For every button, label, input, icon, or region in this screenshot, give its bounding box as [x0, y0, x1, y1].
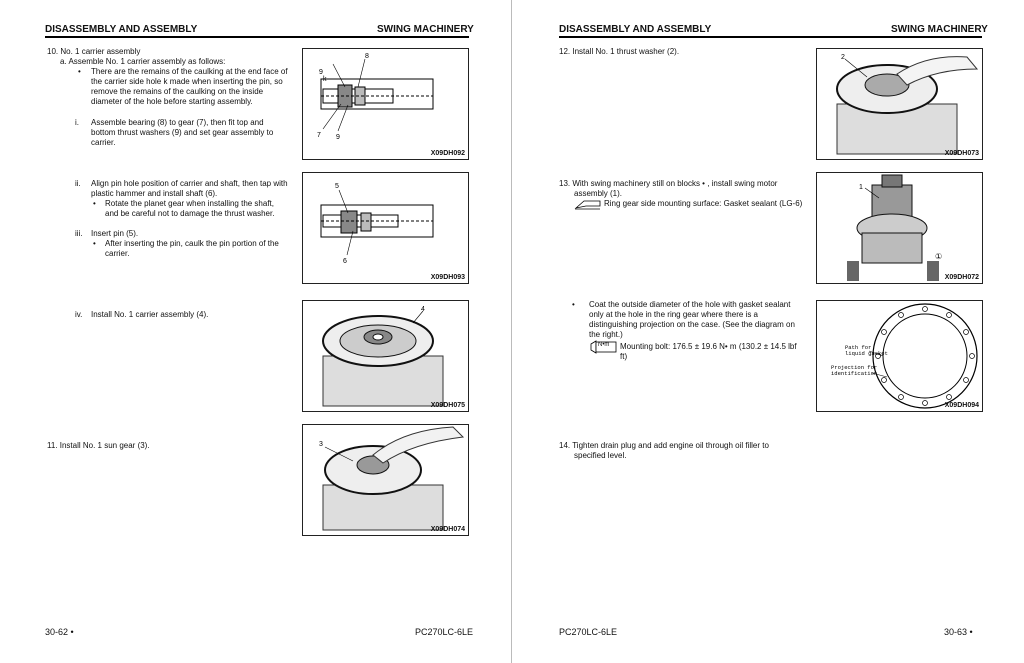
bullet-dot: •	[572, 300, 575, 309]
caulk-line-4: diameter of the hole before starting assembly.	[91, 97, 253, 106]
figure-sun-gear	[302, 424, 469, 536]
thrust-washer-photo	[817, 49, 982, 159]
path-label-2: liquid gasket	[845, 350, 888, 357]
step-10a: a. Assemble No. 1 carrier assembly as follows:	[60, 57, 226, 66]
figure-shaft-section	[302, 172, 469, 284]
bullet-dot: •	[78, 67, 81, 76]
callout-9b: 9	[336, 134, 340, 141]
step-i-line-3: carrier.	[91, 138, 116, 147]
section-header: DISASSEMBLY AND ASSEMBLY	[45, 24, 198, 35]
model-number: PC270LC-6LE	[559, 627, 618, 637]
step-i-num: i.	[75, 118, 79, 127]
figure-thrust-washer	[816, 48, 983, 160]
caulk-line-1: There are the remains of the caulking at the end face of	[91, 67, 288, 76]
carrier-install-photo	[303, 301, 468, 411]
figure-code: X09DH092	[430, 150, 465, 157]
step-12: 12. Install No. 1 thrust washer (2).	[559, 47, 680, 56]
step-ii-line-2: plastic hammer and install shaft (6).	[91, 189, 218, 198]
callout-8: 8	[365, 53, 369, 60]
section-header: DISASSEMBLY AND ASSEMBLY	[559, 24, 712, 35]
path-label-1: Path for	[845, 344, 872, 351]
step-14-line-1: 14. Tighten drain plug and add engine oil through oil filler to	[559, 441, 769, 450]
step-13-line-2: assembly (1).	[574, 189, 623, 198]
step-13-line-1: 13. With swing machinery still on blocks • , install swing motor	[559, 179, 778, 188]
step-i-line-1: Assemble bearing (8) to gear (7), then fit top and	[91, 118, 264, 127]
chapter-header: SWING MACHINERY	[891, 24, 988, 35]
figure-code: X09DH072	[944, 274, 979, 281]
step-ii-bullet-1: Rotate the planet gear when installing the shaft,	[105, 199, 274, 208]
step-10-title: 10. No. 1 carrier assembly	[47, 47, 141, 56]
callout-4: 4	[421, 306, 425, 313]
step-ii-bullet-2: and be careful not to damage the thrust washer.	[105, 209, 275, 218]
figure-code: X09DH093	[430, 274, 465, 281]
swing-motor-photo	[817, 173, 982, 283]
header-rule	[45, 36, 469, 38]
step-14-line-2: specified level.	[574, 451, 627, 460]
step-iv-num: iv.	[75, 310, 83, 319]
caulk-line-2: the carrier side hole k made when inserting the pin, so	[91, 77, 283, 86]
step-ii-num: ii.	[75, 179, 81, 188]
callout-5: 5	[335, 183, 339, 190]
step-iii-line-1: Insert pin (5).	[91, 229, 139, 238]
bullet-dot: •	[93, 239, 96, 248]
step-iv-line-1: Install No. 1 carrier assembly (4).	[91, 310, 209, 319]
left-page	[0, 0, 510, 663]
sealant-spec: Ring gear side mounting surface: Gasket sealant (LG-6)	[604, 199, 803, 208]
step-iii-bullet-1: After inserting the pin, caulk the pin portion of the	[105, 239, 279, 248]
callout-3: 3	[319, 441, 323, 448]
callout-blocks: ①	[935, 252, 943, 261]
sun-gear-photo	[303, 425, 468, 535]
sealant-icon	[574, 197, 602, 215]
bolt-torque-line-1: Mounting bolt: 176.5 ± 19.6 N• m (130.2 ± 14.5 lbf	[620, 342, 797, 351]
figure-swing-motor	[816, 172, 983, 284]
chapter-header: SWING MACHINERY	[377, 24, 474, 35]
header-rule	[559, 36, 982, 38]
carrier-section-drawing	[303, 49, 468, 159]
coat-line-4: the right.)	[589, 330, 623, 339]
bolt-torque-line-2: ft)	[620, 352, 628, 361]
step-iii-num: iii.	[75, 229, 83, 238]
callout-6: 6	[343, 258, 347, 265]
model-number: PC270LC-6LE	[415, 627, 474, 637]
projection-label-2: identification	[831, 370, 878, 377]
page-number: 30-62 •	[45, 627, 74, 637]
callout-7: 7	[317, 132, 321, 139]
step-iii-bullet-2: carrier.	[105, 249, 130, 258]
ring-gear-diagram	[817, 301, 982, 411]
step-i-line-2: bottom thrust washers (9) and set gear assembly to	[91, 128, 274, 137]
callout-9a: 9	[319, 69, 323, 76]
callout-k: k	[323, 76, 327, 83]
step-ii-line-1: Align pin hole position of carrier and shaft, then tap with	[91, 179, 288, 188]
figure-carrier-install	[302, 300, 469, 412]
callout-2: 2	[841, 54, 845, 61]
page-number: 30-63 •	[944, 627, 973, 637]
coat-line-2: only at the hole in the ring gear where there is a	[589, 310, 758, 319]
shaft-section-drawing	[303, 173, 468, 283]
torque-wrench-icon	[590, 340, 618, 354]
figure-ring-gear-diagram	[816, 300, 983, 412]
torque-unit-label: N•m	[598, 342, 610, 348]
right-page	[514, 0, 1024, 663]
caulk-line-3: remove the remains of the caulking on the inside	[91, 87, 264, 96]
figure-code: X09DH073	[944, 150, 979, 157]
figure-code: X09DH074	[430, 526, 465, 533]
step-11: 11. Install No. 1 sun gear (3).	[47, 441, 150, 450]
bullet-dot: •	[93, 199, 96, 208]
projection-label-1: Projection for	[831, 364, 878, 371]
figure-carrier-section	[302, 48, 469, 160]
figure-code: X09DH075	[430, 402, 465, 409]
figure-code: X09DH094	[944, 402, 979, 409]
callout-1: 1	[859, 184, 863, 191]
coat-line-3: distinguishing projection on the case. (See the diagram on	[589, 320, 795, 329]
coat-line-1: Coat the outside diameter of the hole with gasket sealant	[589, 300, 791, 309]
page-divider	[511, 0, 512, 663]
